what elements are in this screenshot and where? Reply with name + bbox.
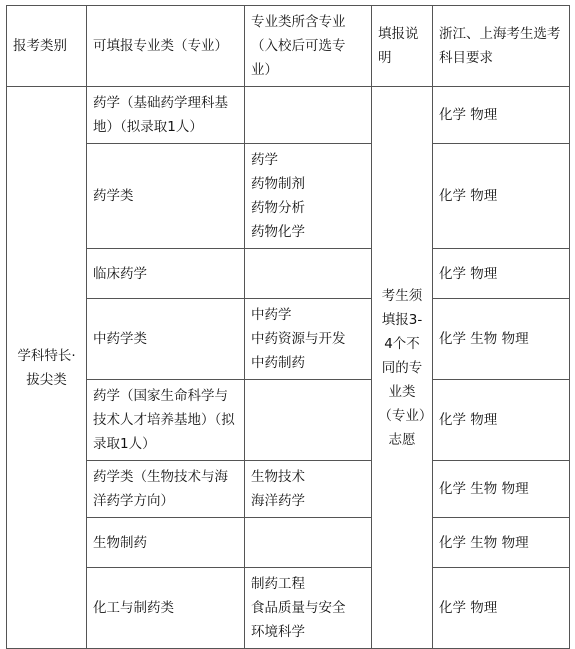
sub-major: 中药学 (251, 307, 292, 323)
sub-majors-cell (245, 249, 372, 299)
requirements-cell: 化学 生物 物理 (433, 299, 570, 380)
sub-majors-cell (245, 461, 372, 518)
sub-majors-cell (245, 568, 372, 649)
header-major: 可填报专业类（专业） (87, 6, 245, 87)
sub-major: 中药资源与开发 (251, 331, 346, 347)
enrollment-table (6, 5, 570, 649)
major-cell: 化工与制药类 (87, 568, 245, 649)
requirements-cell: 化学 生物 物理 (433, 461, 570, 518)
table-row (7, 568, 570, 649)
sub-major: 食品质量与安全 (251, 600, 346, 616)
sub-major: 环境科学 (251, 624, 305, 640)
major-cell: 药学（国家生命科学与技术人才培养基地）（拟录取1人） (87, 380, 245, 461)
sub-major: 海洋药学 (251, 493, 305, 509)
major-cell: 临床药学 (87, 249, 245, 299)
major-cell: 药学（基础药学理科基地）（拟录取1人） (87, 87, 245, 144)
major-cell: 药学类 (87, 144, 245, 249)
major-cell: 中药学类 (87, 299, 245, 380)
sub-majors-cell (245, 299, 372, 380)
sub-major: 制药工程 (251, 576, 305, 592)
table-row (7, 87, 570, 144)
sub-major: 中药制药 (251, 355, 305, 371)
header-category: 报考类别 (7, 6, 87, 87)
header-row (7, 6, 570, 87)
requirements-cell: 化学 物理 (433, 568, 570, 649)
sub-major: 生物技术 (251, 469, 305, 485)
table-row (7, 249, 570, 299)
requirements-cell: 化学 物理 (433, 144, 570, 249)
sub-major: 药物制剂 (251, 176, 305, 192)
table-row (7, 380, 570, 461)
sub-majors-cell (245, 87, 372, 144)
sub-majors-cell (245, 380, 372, 461)
instructions-cell: 考生须填报3-4个不同的专业类（专业）志愿 (372, 87, 433, 649)
requirements-cell: 化学 物理 (433, 380, 570, 461)
table-row (7, 461, 570, 518)
major-cell: 生物制药 (87, 518, 245, 568)
sub-majors-cell (245, 518, 372, 568)
table-row (7, 299, 570, 380)
requirements-cell: 化学 物理 (433, 87, 570, 144)
sub-majors-cell (245, 144, 372, 249)
sub-major: 药物分析 (251, 200, 305, 216)
requirements-cell: 化学 生物 物理 (433, 518, 570, 568)
header-sub-majors: 专业类所含专业（入校后可选专业） (245, 6, 372, 87)
major-cell: 药学类（生物技术与海洋药学方向） (87, 461, 245, 518)
sub-major: 药学 (251, 152, 278, 168)
sub-major: 药物化学 (251, 224, 305, 240)
header-requirements: 浙江、上海考生选考科目要求 (433, 6, 570, 87)
table-row (7, 518, 570, 568)
category-cell: 学科特长·拔尖类 (7, 87, 87, 649)
requirements-cell: 化学 物理 (433, 249, 570, 299)
header-instructions: 填报说明 (372, 6, 433, 87)
table-row (7, 144, 570, 249)
